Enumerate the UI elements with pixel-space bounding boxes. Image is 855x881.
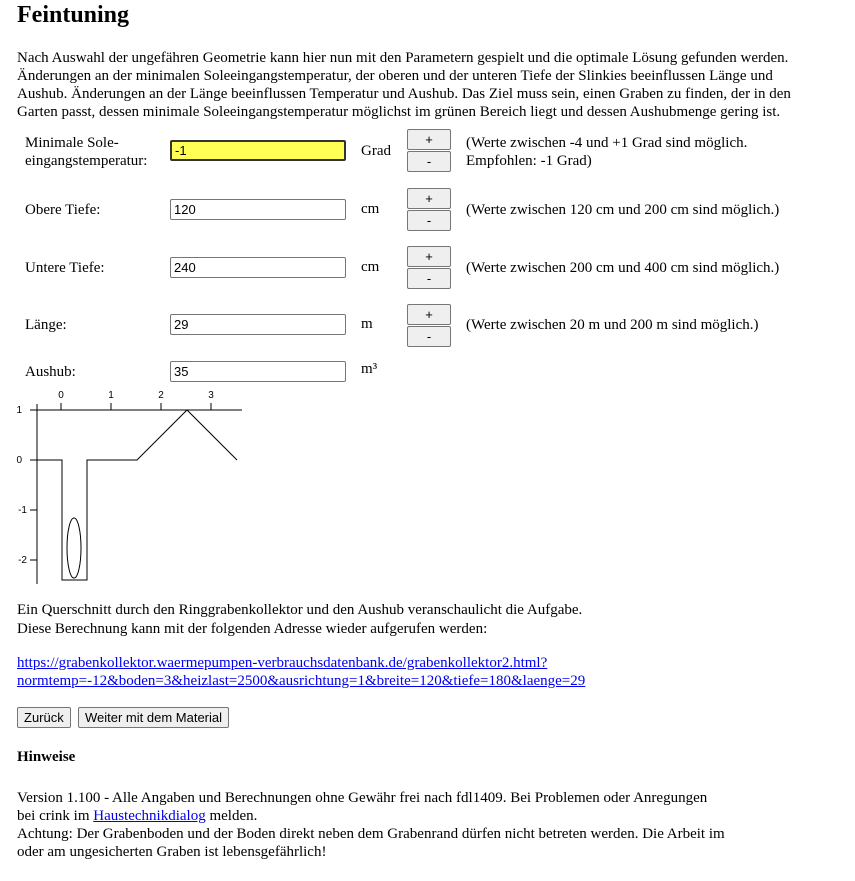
hints-line2b: melden. [209,808,258,824]
hints-line3: Achtung: Der Grabenboden und der Boden direkt neben dem Grabenrand dürfen nicht betreten werden. Die Arbeit im [17,826,725,842]
hints-line4: oder am ungesicherten Graben ist lebensgefährlich! [17,844,327,860]
next-material-button[interactable]: Weiter mit dem Material [78,707,229,728]
permalink-line1: https://grabenkollektor.waermepumpen-verbrauchsdatenbank.de/grabenkollektor2.html? [17,655,548,671]
y-tick-label: -1 [18,505,27,516]
upper-depth-input[interactable] [170,199,346,220]
length-input[interactable] [170,314,346,335]
length-label: Länge: [25,317,67,333]
temp-input[interactable] [170,140,346,161]
upper-depth-unit: cm [361,201,380,217]
intro-line: Garten passt, dessen minimale Soleeingangstemperatur möglichst im grünen Bereich liegt und dessen Aushubmenge gering ist. [17,104,781,120]
upper-depth-plus-button[interactable]: + [407,188,451,209]
cross-section-caption: Ein Querschnitt durch den Ringgrabenkollektor und den Aushub veranschaulicht die Aufgabe. [17,602,583,618]
temp-plus-button[interactable]: + [407,129,451,150]
trench-cross-section-diagram [0,384,260,589]
excavation-unit: m³ [361,361,378,377]
length-note: (Werte zwischen 20 m und 200 m sind möglich.) [466,317,759,333]
address-caption: Diese Berechnung kann mit der folgenden Adresse wieder aufgerufen werden: [17,621,488,637]
length-minus-button[interactable]: - [407,326,451,347]
lower-depth-input[interactable] [170,257,346,278]
upper-depth-minus-button[interactable]: - [407,210,451,231]
temp-note-line1: (Werte zwischen -4 und +1 Grad sind möglich. [466,135,748,151]
hints-line1: Version 1.100 - Alle Angaben und Berechnungen ohne Gewähr frei nach fdl1409. Bei Problemen oder Anregungen [17,790,708,806]
intro-line: Aushub. Änderungen an der Länge beeinflussen Temperatur und Aushub. Das Ziel muss sein, einen Graben zu finden, der in den [17,86,791,102]
x-tick-label: 2 [158,390,164,401]
length-plus-button[interactable]: + [407,304,451,325]
temp-label [25,134,147,170]
temp-unit: Grad [361,143,391,159]
upper-depth-note: (Werte zwischen 120 cm und 200 cm sind möglich.) [466,202,780,218]
intro-line: Änderungen an der minimalen Soleeingangstemperatur, der oberen und der unteren Tiefe der Slinkies beeinflussen Länge und [17,68,773,84]
page-title: Feintuning [17,2,130,28]
lower-depth-unit: cm [361,259,380,275]
haustechnikdialog-link[interactable]: Haustechnikdialog [93,808,206,824]
temp-note [466,134,747,170]
lower-depth-note: (Werte zwischen 200 cm und 400 cm sind möglich.) [466,260,780,276]
y-tick-label: -2 [18,555,27,566]
hints-heading: Hinweise [17,749,76,765]
permalink [17,654,585,690]
x-tick-label: 3 [208,390,214,401]
excavation-label: Aushub: [25,364,76,380]
temp-label-line2: eingangstemperatur: [25,153,148,169]
intro-line: Nach Auswahl der ungefähren Geometrie kann hier nun mit den Parametern gespielt und die optimale Lösung gefunden werden. [17,50,789,66]
lower-depth-plus-button[interactable]: + [407,246,451,267]
temp-label-line1: Minimale Sole- [25,135,119,151]
intro-text [17,49,847,121]
length-unit: m [361,316,373,332]
hints-text [17,789,725,861]
y-tick-label: 0 [16,455,22,466]
x-tick-label: 1 [108,390,114,401]
lower-depth-label: Untere Tiefe: [25,260,105,276]
back-button[interactable]: Zurück [17,707,71,728]
temp-note-line2: Empfohlen: -1 Grad) [466,153,592,169]
slinky-ellipse [67,518,81,578]
hints-line2a: bei crink im [17,808,90,824]
upper-depth-label: Obere Tiefe: [25,202,101,218]
x-tick-label: 0 [58,390,64,401]
y-tick-label: 1 [16,405,22,416]
excavation-input[interactable] [170,361,346,382]
permalink-line2: normtemp=-12&boden=3&heizlast=2500&ausrichtung=1&breite=120&tiefe=180&laenge=29 [17,673,586,689]
lower-depth-minus-button[interactable]: - [407,268,451,289]
temp-minus-button[interactable]: - [407,151,451,172]
permalink-link[interactable] [17,655,585,689]
